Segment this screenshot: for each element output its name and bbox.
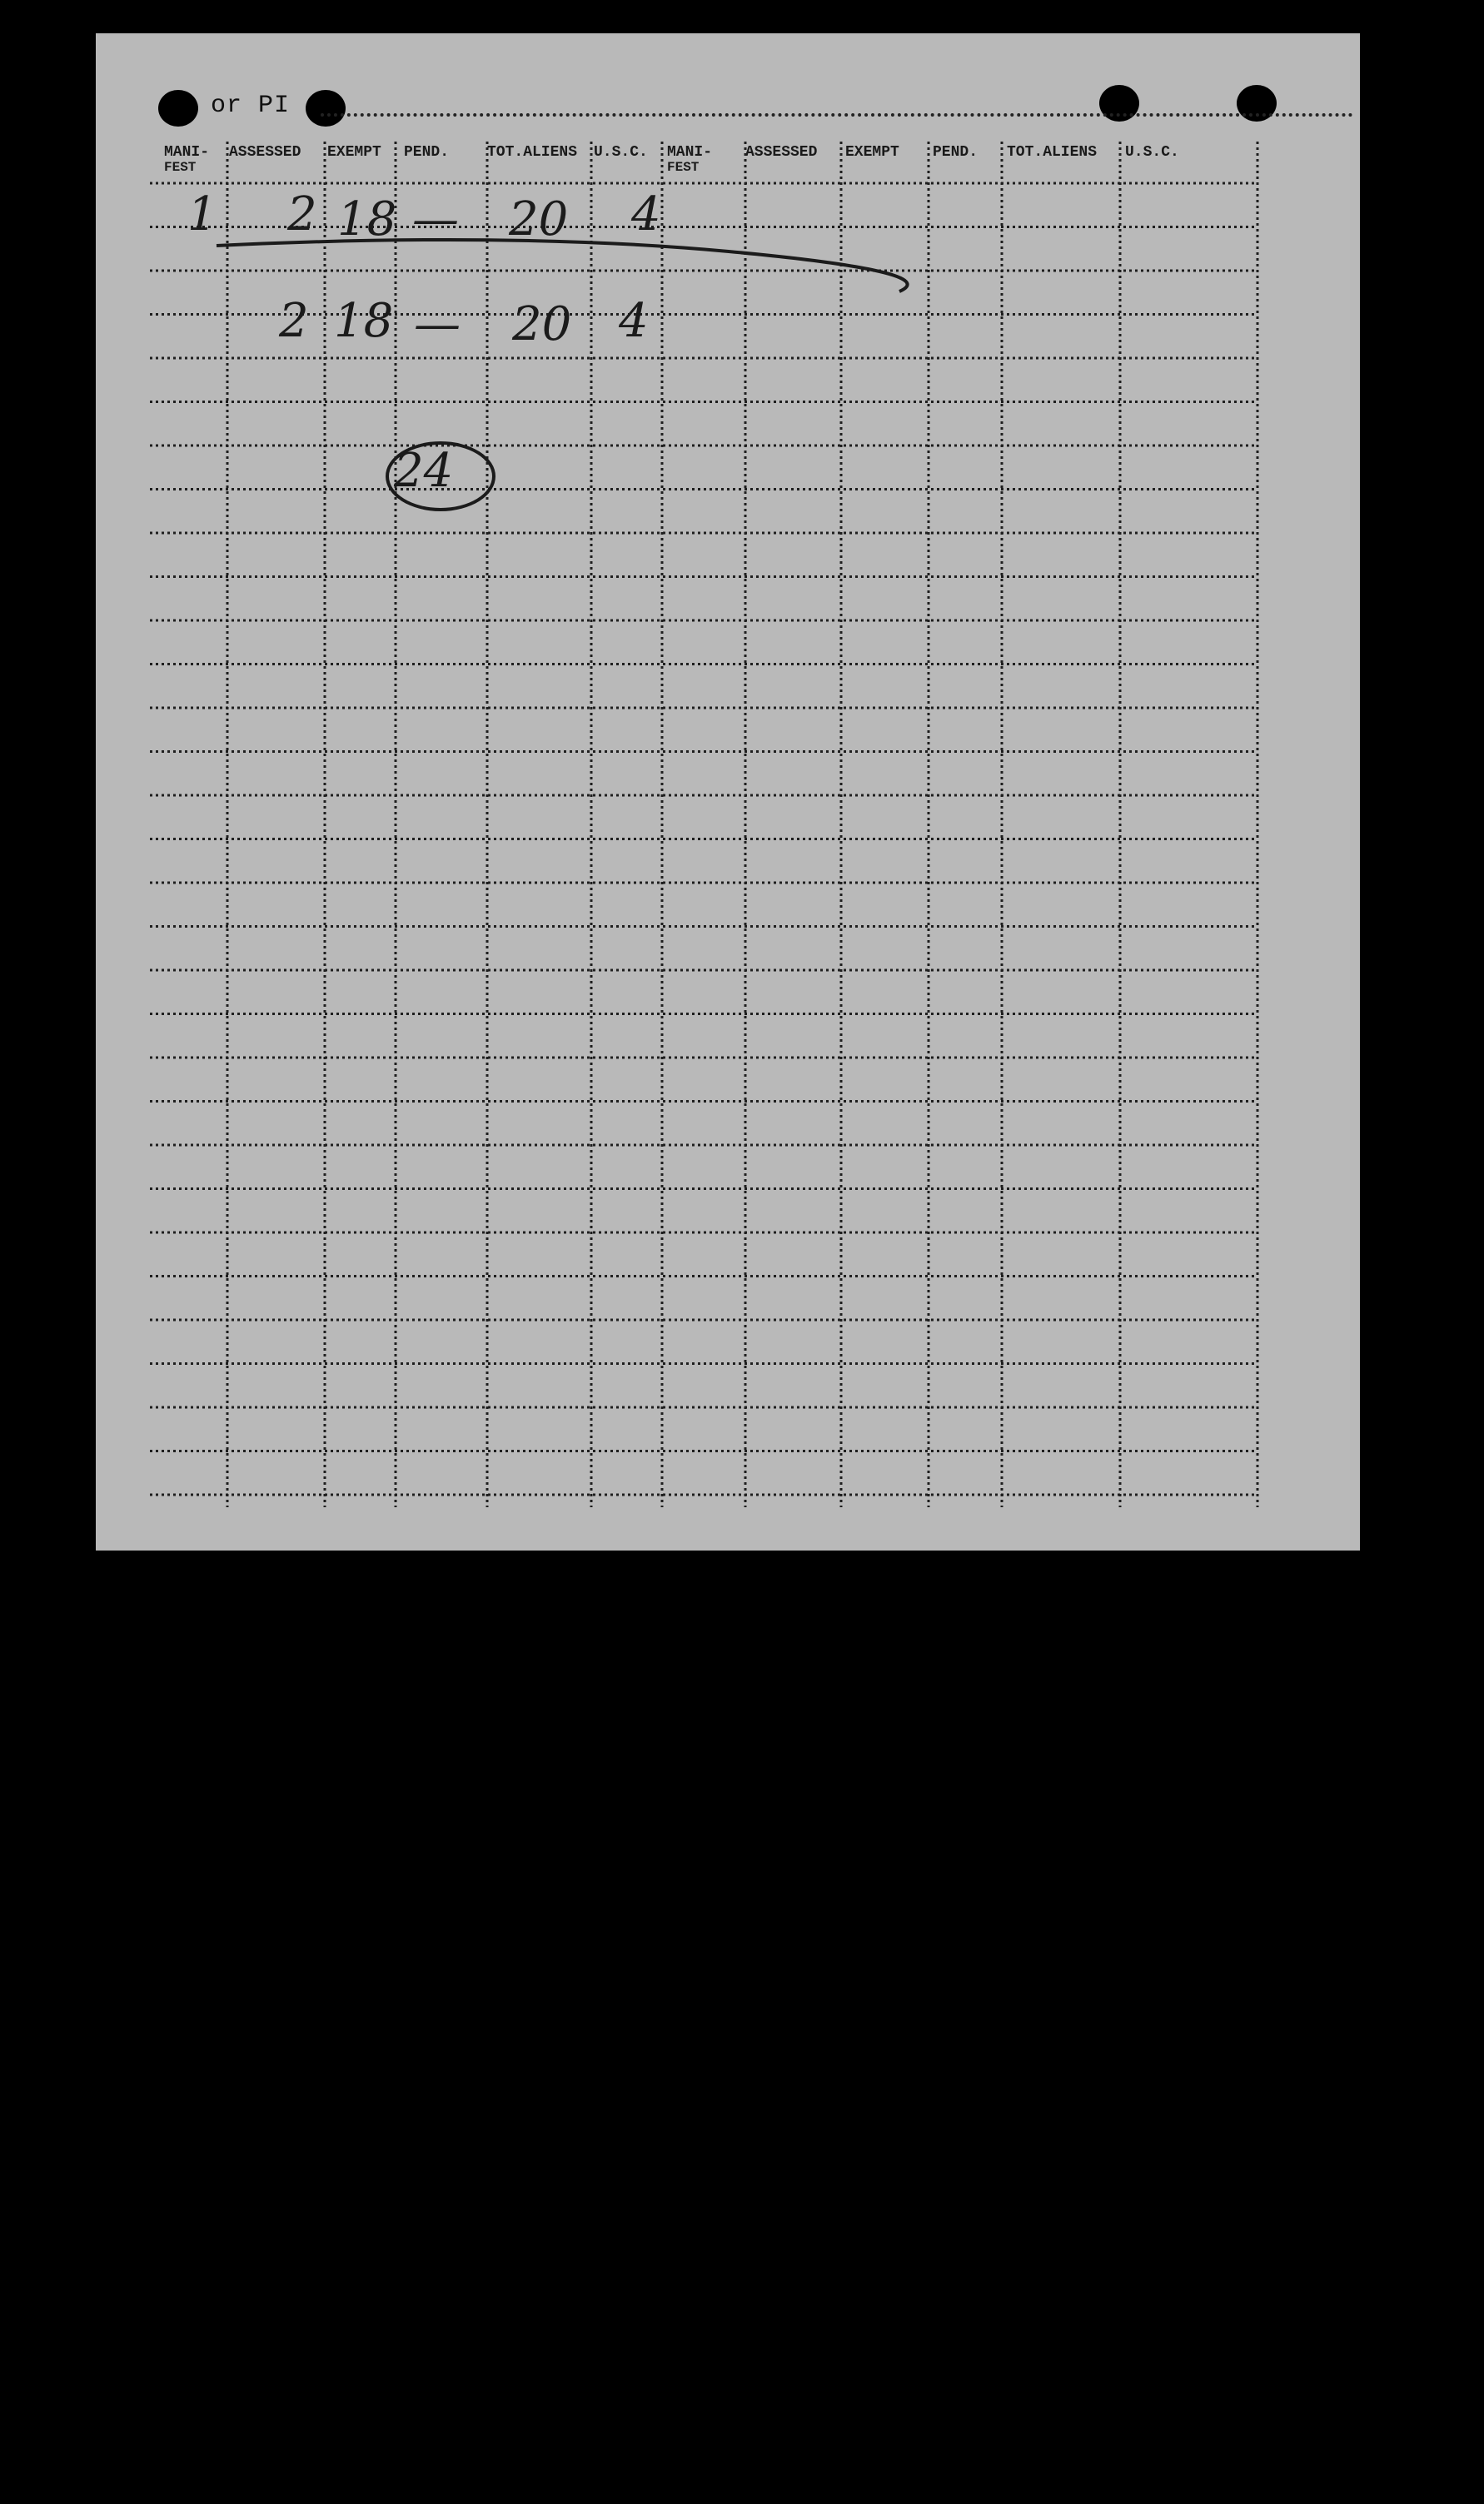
hw-row1-pend: — [412,192,459,246]
form-label: or PI [211,92,291,120]
hw-total-exempt: 18 [334,294,394,348]
col-header-exempt-2: EXEMPT [845,144,899,161]
hw-row1-exempt: 18 [337,192,397,246]
col-header-usc: U.S.C. [594,144,648,161]
hw-row1-tot-aliens: 20 [509,192,569,246]
hw-total-usc: 4 [619,294,649,348]
hw-row1-manifest: 1 [187,187,217,241]
hw-total-tot-aliens: 20 [512,297,572,351]
col-header-pend: PEND. [404,144,450,161]
col-header-tot-aliens-2: TOT.ALIENS [1007,144,1098,161]
ruled-grid [96,33,1360,1551]
col-header-manifest: MANI- FEST [164,144,210,175]
document-page [96,33,1360,1551]
col-header-pend-2: PEND. [933,144,979,161]
hw-row1-usc: 4 [631,187,661,241]
hw-row1-assessed: 2 [287,187,317,241]
underline-stroke [217,240,908,291]
hw-total-assessed: 2 [279,294,309,348]
circled-total: 24 [394,444,454,498]
col-header-tot-aliens: TOT.ALIENS [487,144,578,161]
col-header-manifest-2: MANI- FEST [667,144,713,175]
col-header-assessed: ASSESSED [229,144,301,161]
col-header-assessed-2: ASSESSED [745,144,818,161]
col-header-exempt: EXEMPT [327,144,381,161]
hw-total-pend: — [414,297,461,351]
col-header-usc-2: U.S.C. [1125,144,1179,161]
